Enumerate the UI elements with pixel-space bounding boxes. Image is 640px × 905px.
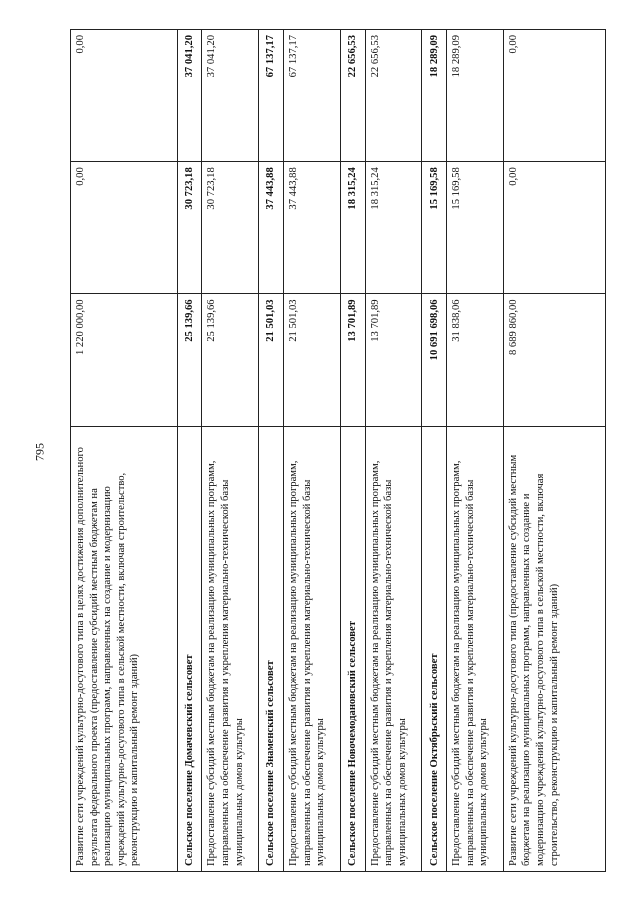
page-number: 795: [32, 443, 47, 461]
row-value-1: 1 220 000,00: [71, 294, 178, 426]
settlement-value-1: 10 691 698,06: [422, 294, 447, 426]
settlement-value-1: 25 139,66: [177, 294, 202, 426]
table-row: [284, 30, 341, 872]
settlement-row: [259, 30, 284, 872]
row-description: Развитие сети учреждений культурно-досугового типа в целях достижения дополнительного результата федерального проекта (предоставление субсидий местным бюджетам на реализацию муниципальных программ, направленных на создание и модернизацию учреждений культурно-досугового типа в сельской местности, включая строительство, реконструкцию и капитальный ремонт зданий): [71, 426, 178, 871]
settlement-value-2: 18 315,24: [340, 162, 365, 294]
table-row: [503, 30, 605, 872]
row-description: Предоставление субсидий местным бюджетам на реализацию муниципальных программ, направленных на обеспечение развития и укрепления материально-технической базы муниципальных домов культуры: [447, 426, 504, 871]
budget-table: [70, 29, 606, 872]
row-value-1: 25 139,66: [202, 294, 259, 426]
settlement-value-2: 15 169,58: [422, 162, 447, 294]
settlement-name: Сельское поселение Домачевский сельсовет: [177, 426, 202, 871]
row-description: Предоставление субсидий местным бюджетам на реализацию муниципальных программ, направленных на обеспечение развития и укрепления материально-технической базы муниципальных домов культуры: [202, 426, 259, 871]
table-row: [447, 30, 504, 872]
settlement-value-2: 37 443,88: [259, 162, 284, 294]
rotated-table-container: [70, 29, 606, 872]
settlement-name: Сельское поселение Новочемодановский сельсовет: [340, 426, 365, 871]
row-value-2: 18 315,24: [365, 162, 422, 294]
table-row: [71, 30, 178, 872]
settlement-value-3: 22 656,53: [340, 30, 365, 162]
settlement-row: [177, 30, 202, 872]
row-value-1: 21 501,03: [284, 294, 341, 426]
settlement-value-2: 30 723,18: [177, 162, 202, 294]
settlement-value-3: 18 289,09: [422, 30, 447, 162]
row-value-2: 15 169,58: [447, 162, 504, 294]
row-value-2: 0,00: [503, 162, 605, 294]
row-value-1: 8 689 860,00: [503, 294, 605, 426]
table-row: [202, 30, 259, 872]
settlement-value-3: 67 137,17: [259, 30, 284, 162]
row-value-2: 37 443,88: [284, 162, 341, 294]
settlement-value-1: 13 701,89: [340, 294, 365, 426]
row-value-1: 31 838,06: [447, 294, 504, 426]
row-value-2: 30 723,18: [202, 162, 259, 294]
settlement-row: [422, 30, 447, 872]
row-description: Предоставление субсидий местным бюджетам на реализацию муниципальных программ, направленных на обеспечение развития и укрепления материально-технической базы муниципальных домов культуры: [365, 426, 422, 871]
row-value-3: 37 041,20: [202, 30, 259, 162]
settlement-value-3: 37 041,20: [177, 30, 202, 162]
row-value-3: 18 289,09: [447, 30, 504, 162]
row-value-3: 22 656,53: [365, 30, 422, 162]
settlement-name: Сельское поселение Знаменский сельсовет: [259, 426, 284, 871]
settlement-name: Сельское поселение Октябрьский сельсовет: [422, 426, 447, 871]
table-row: [365, 30, 422, 872]
row-description: Развитие сети учреждений культурно-досугового типа (предоставление субсидий местным бюджетам на реализацию муниципальных программ, направленных на создание и модернизацию учреждений культурно-досугового типа в сельской местности, включая строительство, реконструкцию и капитальный ремонт зданий): [503, 426, 605, 871]
settlement-value-1: 21 501,03: [259, 294, 284, 426]
row-value-1: 13 701,89: [365, 294, 422, 426]
budget-table-body: [71, 30, 606, 872]
row-value-2: 0,00: [71, 162, 178, 294]
settlement-row: [340, 30, 365, 872]
row-description: Предоставление субсидий местным бюджетам на реализацию муниципальных программ, направленных на обеспечение развития и укрепления материально-технической базы муниципальных домов культуры: [284, 426, 341, 871]
row-value-3: 0,00: [503, 30, 605, 162]
row-value-3: 67 137,17: [284, 30, 341, 162]
row-value-3: 0,00: [71, 30, 178, 162]
